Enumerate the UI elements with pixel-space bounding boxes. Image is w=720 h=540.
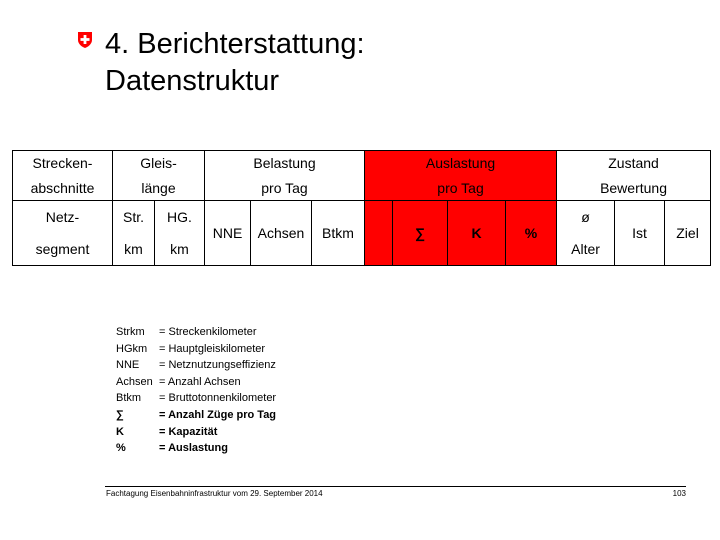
btkm-header: Btkm [312,201,365,266]
page-title: 4. Berichterstattung: Datenstruktur [105,28,365,97]
achsen-header: Achsen [251,201,312,266]
streckenabschnitt-header: Strecken- abschnitte [13,151,113,201]
ist-header: Ist [615,201,665,266]
gleislaenge-header: Gleis- länge [113,151,205,201]
footer-text: Fachtagung Eisenbahninfrastruktur vom 29. September 2014 [106,489,323,498]
legend-item: Btkm = Bruttotonnenkilometer [116,392,277,405]
auslastung-header: Auslastung pro Tag [365,151,557,201]
ziel-header: Ziel [665,201,711,266]
data-structure-table [12,150,710,265]
prozent-header: % [506,201,557,266]
swiss-cross-icon [76,31,94,49]
legend-item: ∑ = Anzahl Züge pro Tag [116,408,277,421]
zustand-header: Zustand Bewertung [557,151,711,201]
kapazitaet-header: K [448,201,506,266]
alter-header: ø Alter [557,201,615,266]
legend-item: Strkm = Streckenkilometer [116,326,257,338]
sum-header: ∑ [393,201,448,266]
auslastung-spacer [365,201,393,266]
legend-item: HGkm = Hauptgleiskilometer [116,342,266,355]
legend-item: NNE = Netznutzungseffizienz [116,359,276,372]
netzsegment-header: Netz- segment [13,201,113,266]
abbreviation-legend [116,324,276,457]
hg-km-header: HG. km [155,201,205,266]
legend-item: K = Kapazität [116,425,218,438]
belastung-header: Belastung pro Tag [205,151,365,201]
legend-item: Achsen = Anzahl Achsen [116,375,241,388]
page-number: 103 [672,489,686,498]
legend-item: % = Auslastung [116,442,228,455]
footer-divider [105,486,686,487]
str-km-header: Str. km [113,201,155,266]
nne-header: NNE [205,201,251,266]
